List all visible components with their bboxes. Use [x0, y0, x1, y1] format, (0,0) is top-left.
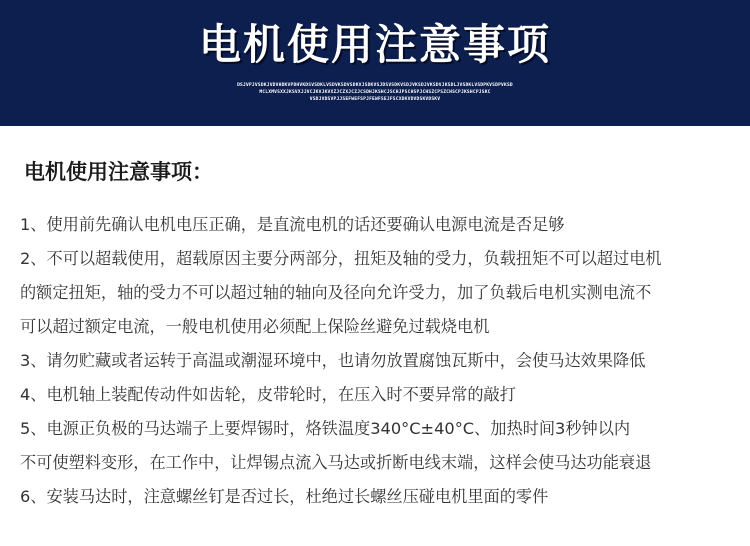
note-line: 4、电机轴上装配传动件如齿轮，皮带轮时，在压入时不要异常的敲打	[20, 385, 516, 404]
decorative-line: MCLXMVSXXJKSVXJJVCJKVJKVXZJCZXJCZJCSDHJKSHCJSCHJPSCHSPJCHSZCPSZCHSCPJKSHCPJSKC	[259, 90, 491, 95]
header-banner	[0, 0, 750, 126]
banner-title: 电机使用注意事项	[198, 20, 551, 69]
notes-list	[20, 208, 740, 514]
note-line: 2、不可以超载使用，超载原因主要分两部分，扭矩及轴的受力，负载扭矩不可以超过电机	[20, 249, 662, 268]
banner-decorative-text	[190, 82, 560, 103]
note-line: 可以超过额定电流，一般电机使用必须配上保险丝避免过载烧电机	[20, 317, 490, 336]
note-line: 3、请勿贮藏或者运转于高温或潮湿环境中，也请勿放置腐蚀瓦斯中，会使马达效果降低	[20, 351, 646, 370]
note-line: 6、安装马达时，注意螺丝钉是否过长，杜绝过长螺丝压碰电机里面的零件	[20, 487, 549, 506]
note-line: 5、电源正负极的马达端子上要焊锡时，烙铁温度340°C±40°C、加热时间3秒钟以内	[20, 419, 631, 438]
decorative-line: VSDJVDSVPJJSEFWEFSPJFEWFSEJFSCXDKVDVDSKVDSKV	[309, 97, 441, 102]
section-heading: 电机使用注意事项：	[24, 160, 213, 184]
note-line: 1、使用前先确认电机电压正确，是直流电机的话还要确认电源电流是否足够	[20, 215, 565, 234]
decorative-line: DSJVPJVSDKJVDVHDKVPDHVKDSVSDKLVSDVKSDVSDKVJSDKVSJDSVSDKVSDJVKSDJVKSDVJKSDLJVSDKLVSDPKVSDPVKSD	[237, 83, 513, 88]
note-line: 的额定扭矩，轴的受力不可以超过轴的轴向及径向允许受力，加了负载后电机实测电流不	[20, 283, 652, 302]
note-line: 不可使塑料变形，在工作中，让焊锡点流入马达或折断电线末端，这样会使马达功能衰退	[20, 453, 652, 472]
